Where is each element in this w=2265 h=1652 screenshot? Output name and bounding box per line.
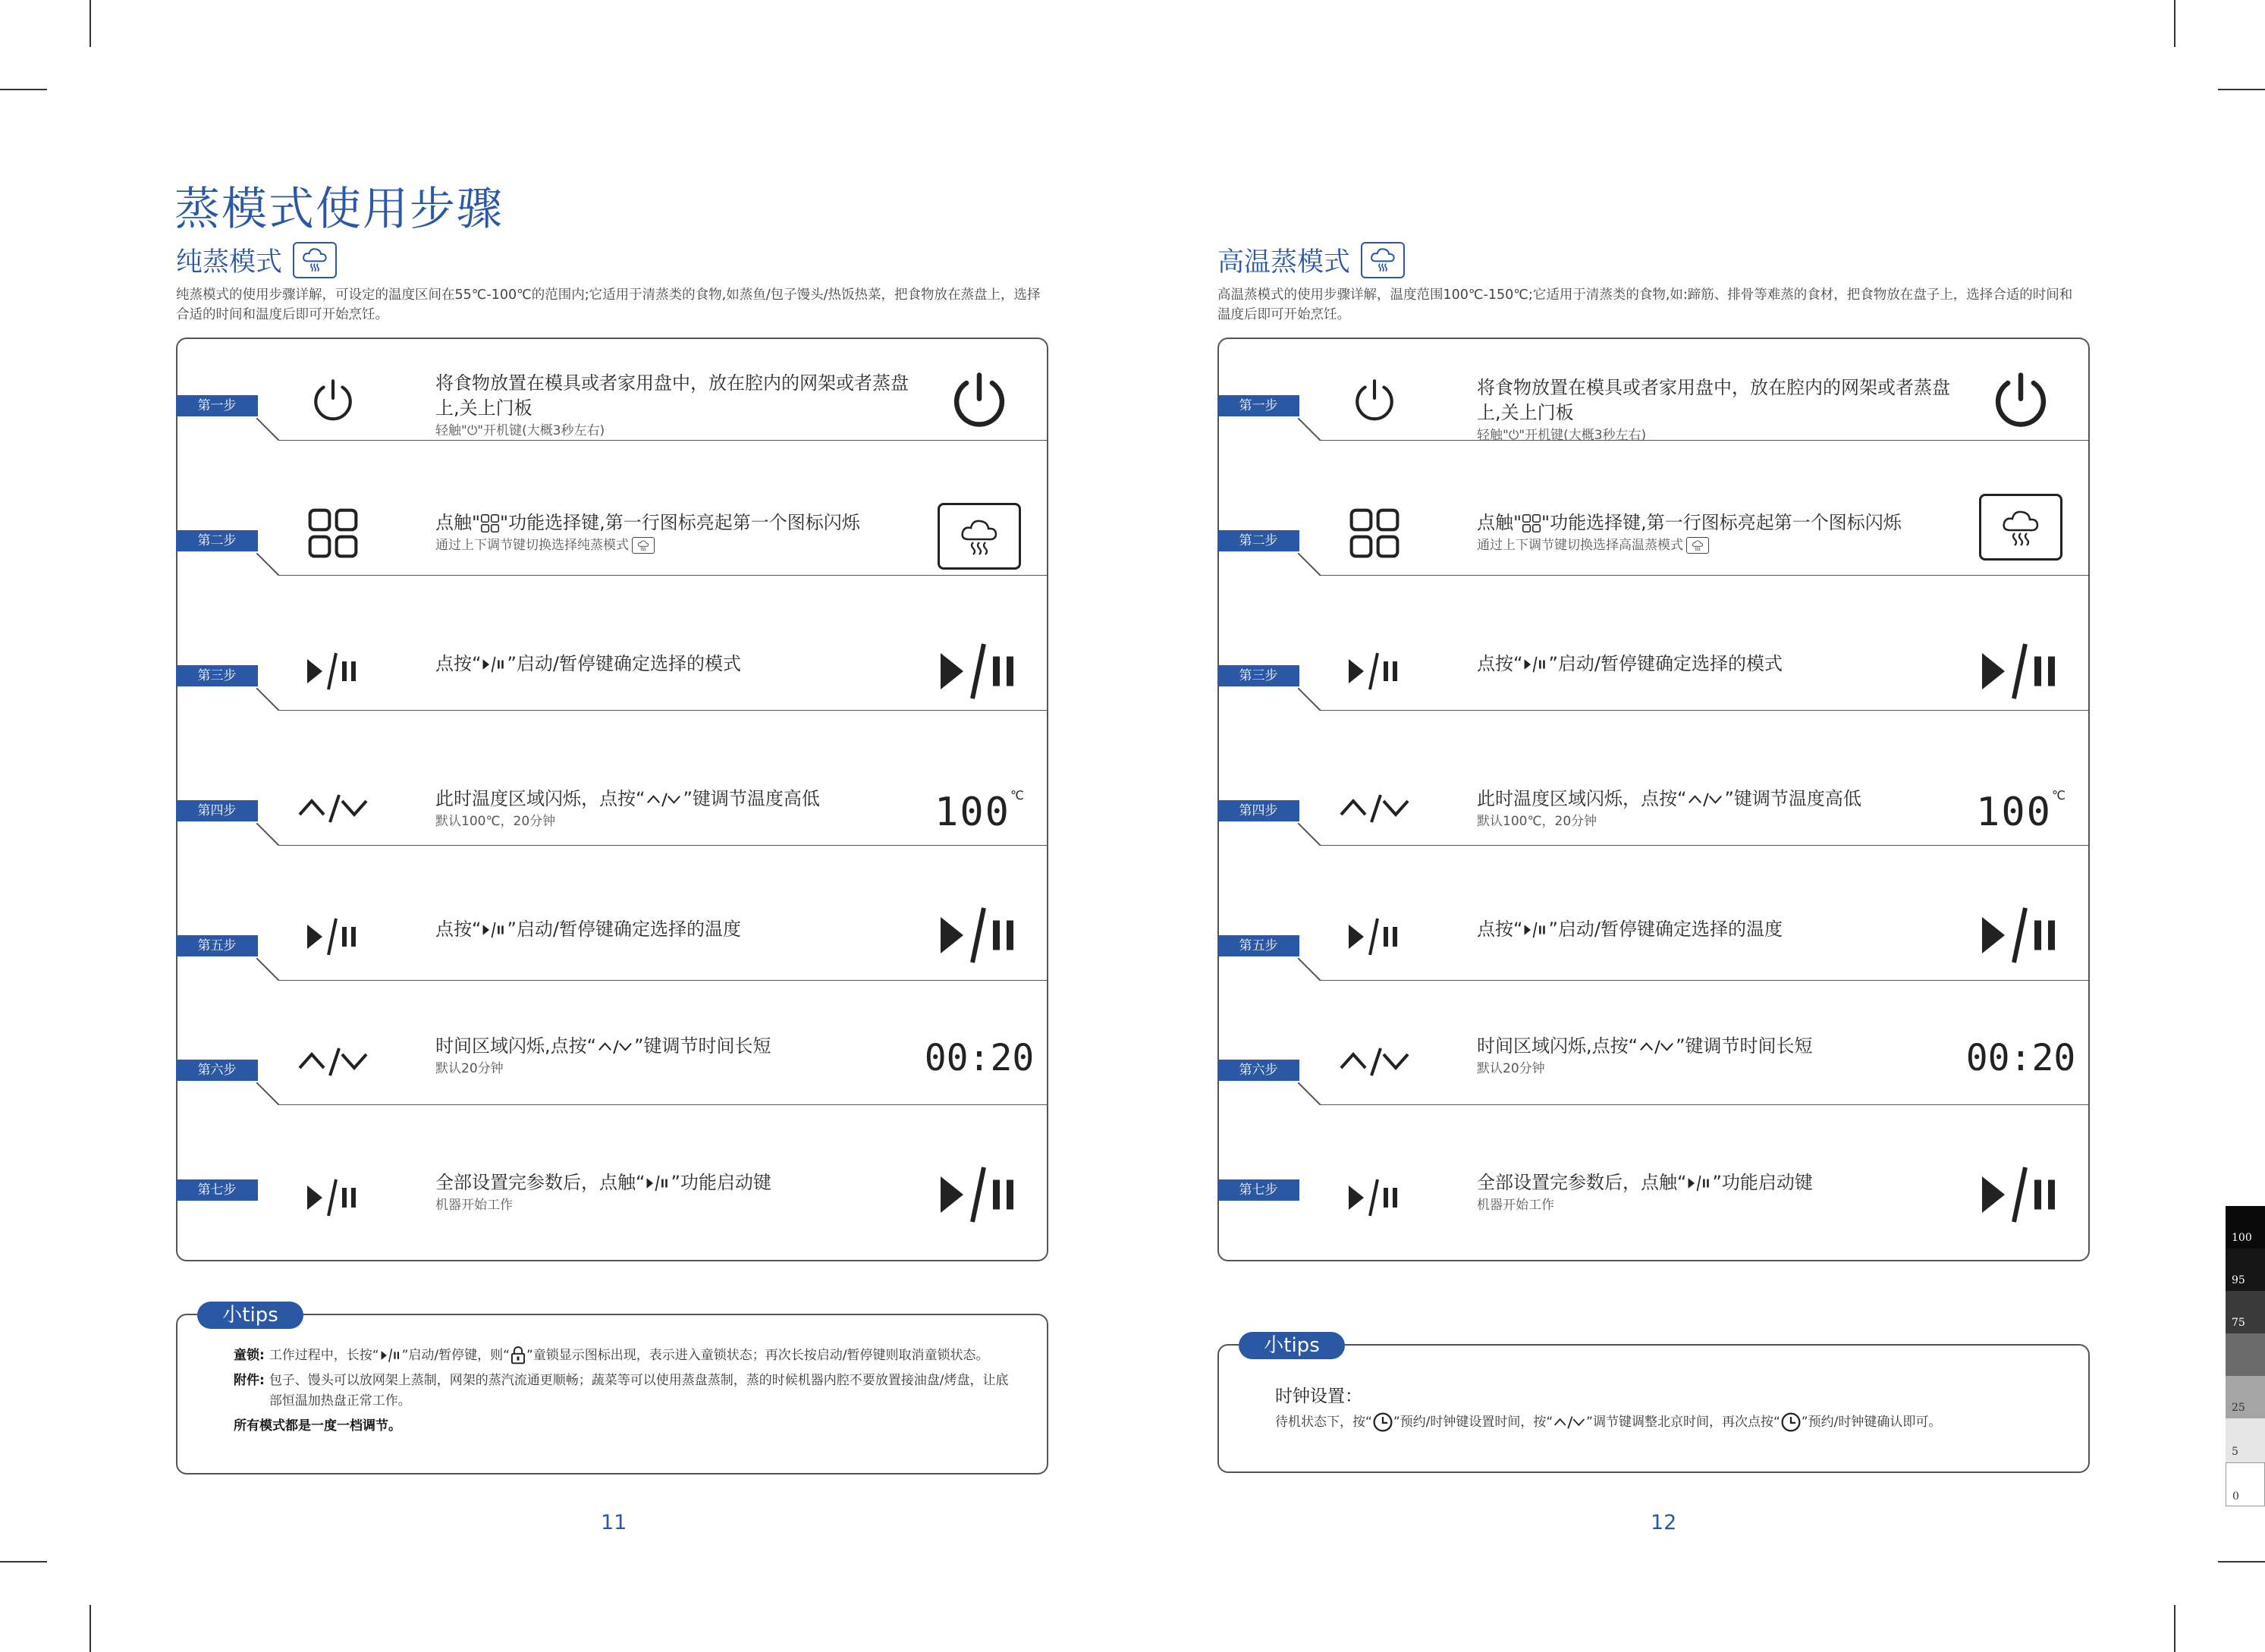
text-part: 点按“ <box>435 919 482 940</box>
crop-mark <box>90 0 91 47</box>
step-7 <box>1219 1160 2088 1293</box>
crop-mark <box>2218 89 2265 90</box>
step-badge: 第二步 <box>176 530 258 551</box>
crop-mark <box>0 1561 47 1562</box>
tips-box-left <box>176 1304 1048 1475</box>
play-pause-icon <box>379 1347 402 1364</box>
step-1 <box>1219 362 2088 495</box>
crop-mark <box>2174 0 2175 47</box>
step-text <box>435 787 921 831</box>
power-icon <box>1337 369 1412 430</box>
step-text <box>435 510 921 555</box>
calib-label: 75 <box>2232 1317 2245 1329</box>
step-text <box>1477 787 1962 831</box>
adjust-note <box>234 1416 1016 1437</box>
temperature-display <box>930 774 1029 850</box>
section-title: 高温蒸模式 <box>1217 247 1351 278</box>
step-text <box>1477 1034 1962 1079</box>
text-part: ”预约/时钟键设置时间，按“ <box>1393 1415 1553 1430</box>
text-part: 全部设置完参数后，点触“ <box>435 1172 646 1193</box>
steam-mode-icon <box>632 537 655 554</box>
display-digits: 100 <box>1976 790 2052 835</box>
menu-grid-icon <box>480 514 500 533</box>
text-part: ”键调节时间长短 <box>634 1035 771 1057</box>
text-part: ”功能启动键 <box>1712 1172 1813 1193</box>
step-instruction <box>435 1034 921 1059</box>
play-pause-button-icon <box>1971 633 2070 709</box>
calib-label: 95 <box>2232 1274 2245 1286</box>
up-down-icon <box>1686 790 1724 809</box>
text-part: "功能选择键,第一行图标亮起第一个图标闪烁 <box>1541 512 1902 533</box>
step-6 <box>1219 1037 2088 1170</box>
step-text <box>1477 652 1962 677</box>
calib-swatch <box>2226 1333 2265 1376</box>
steam-mode-icon <box>1686 537 1709 554</box>
step-hint: 轻触"⏻"开机键(大概3秒左右) <box>1477 428 1647 443</box>
steam-display-icon <box>1971 489 2070 565</box>
play-pause-icon <box>481 920 507 940</box>
child-lock-tip <box>234 1346 1016 1366</box>
step-instruction: 将食物放置在模具或者家用盘中，放在腔内的网架或者蒸盘上,关上门板 <box>435 372 909 419</box>
steam-display-icon <box>930 498 1029 574</box>
color-calibration-bar <box>2226 1206 2265 1506</box>
calib-label: 0 <box>2232 1490 2239 1503</box>
text-part: 点按“ <box>1477 653 1523 674</box>
play-pause-icon <box>295 906 371 967</box>
section-header-high-temp-steam <box>1217 241 1405 279</box>
text-part: ”启动/暂停键确定选择的模式 <box>1548 653 1783 674</box>
clock-tip-text <box>1275 1412 2058 1433</box>
display-digits: 100 <box>935 790 1010 835</box>
text-part: ”调节键调整北京时间，再次点按“ <box>1586 1415 1780 1430</box>
tips-box-right <box>1217 1334 2090 1473</box>
play-pause-icon <box>1522 655 1548 674</box>
up-down-icon <box>596 1038 634 1056</box>
text-part: ”键调节时间长短 <box>1676 1035 1813 1057</box>
play-pause-button-icon <box>1971 897 2070 973</box>
step-text <box>1477 375 1962 445</box>
time-display <box>1965 1020 2076 1096</box>
step-instruction <box>1477 510 1962 535</box>
step-text <box>435 371 921 441</box>
tips-badge: 小tips <box>197 1302 303 1329</box>
steam-mode-icon <box>1361 242 1405 278</box>
step-badge: 第五步 <box>176 935 258 956</box>
section-header-pure-steam <box>176 241 337 279</box>
step-3 <box>1219 632 2088 765</box>
text-part: ”键调节温度高低 <box>1724 788 1861 809</box>
step-hint <box>435 535 921 555</box>
up-down-icon <box>295 1031 371 1091</box>
lock-icon <box>510 1346 526 1365</box>
step-badge: 第四步 <box>1217 800 1299 821</box>
text-part: 全部设置完参数后，点触“ <box>1477 1172 1687 1193</box>
step-badge: 第五步 <box>1217 935 1299 956</box>
step-instruction <box>435 652 921 677</box>
step-badge: 第六步 <box>1217 1060 1299 1081</box>
step-hint: 默认100℃，20分钟 <box>435 814 556 829</box>
step-text <box>435 1034 921 1079</box>
step-instruction <box>1477 1034 1962 1059</box>
crop-mark <box>0 89 47 90</box>
clock-icon <box>1780 1412 1802 1433</box>
text-part: "功能选择键,第一行图标亮起第一个图标闪烁 <box>500 512 860 533</box>
page-number: 11 <box>601 1511 627 1534</box>
step-hint: 机器开始工作 <box>1477 1198 1554 1213</box>
step-5 <box>177 902 1047 1035</box>
tip-label: 童锁: <box>234 1348 265 1363</box>
text-part: 待机状态下，按“ <box>1275 1415 1372 1430</box>
text-part: ”启动/暂停键确定选择的温度 <box>1548 919 1783 940</box>
step-instruction <box>1477 787 1962 812</box>
menu-grid-icon <box>1337 503 1412 564</box>
clock-icon <box>1372 1412 1393 1433</box>
calib-swatch <box>2226 1462 2265 1506</box>
text-part: 点按“ <box>435 653 482 674</box>
section-description: 高温蒸模式的使用步骤详解，温度范围100℃-150℃;它适用于清蒸类的食物,如:蹄筋、排骨等难蒸的食材，把食物放在盘子上，选择合适的时间和温度后即可开始烹饪。 <box>1217 287 2073 322</box>
play-pause-icon <box>645 1173 671 1193</box>
step-4 <box>177 767 1047 900</box>
step-badge: 第一步 <box>1217 395 1299 416</box>
calib-swatch <box>2226 1376 2265 1418</box>
power-button-icon <box>930 362 1029 438</box>
play-pause-icon <box>1686 1173 1712 1193</box>
step-hint <box>1477 535 1962 555</box>
steps-panel-right <box>1217 338 2090 1261</box>
step-3 <box>177 632 1047 765</box>
menu-grid-icon <box>1522 514 1541 533</box>
play-pause-icon <box>295 1167 371 1228</box>
steam-mode-icon <box>293 242 337 278</box>
tip-label: 附件: <box>234 1373 265 1388</box>
up-down-icon <box>1638 1038 1676 1056</box>
play-pause-icon <box>1337 1167 1412 1228</box>
calib-swatch <box>2226 1418 2265 1462</box>
step-text <box>435 1170 921 1215</box>
tip-text: 包子、馒头可以放网架上蒸制，网架的蒸汽流通更顺畅；蔬菜等可以使用蒸盘蒸制，蒸的时候机器内腔不要放置接油盘/烤盘，让底部恒温加热盘正常工作。 <box>269 1373 1009 1409</box>
step-6 <box>177 1037 1047 1170</box>
calib-swatch <box>2226 1248 2265 1291</box>
power-button-icon <box>1971 362 2070 438</box>
tips-badge: 小tips <box>1239 1332 1345 1359</box>
step-instruction <box>435 787 921 812</box>
temperature-display <box>1971 774 2070 850</box>
step-text <box>1477 917 1962 942</box>
play-pause-icon <box>1337 641 1412 702</box>
text-part: ”键调节温度高低 <box>683 788 820 809</box>
time-display <box>924 1020 1035 1096</box>
calib-label: 100 <box>2232 1232 2252 1244</box>
play-pause-icon <box>481 655 507 674</box>
up-down-icon <box>1337 777 1412 838</box>
text-part: 点触" <box>435 512 481 533</box>
text-part: 通过上下调节键切换选择纯蒸模式 <box>435 538 629 553</box>
text-part: ”童锁显示图标出现，表示进入童锁状态；再次长按启动/暂停键则取消童锁状态。 <box>526 1348 989 1363</box>
text-part: 工作过程中，长按“ <box>269 1348 379 1363</box>
text-part: 时间区域闪烁,点按“ <box>435 1035 597 1057</box>
power-icon <box>295 369 371 430</box>
step-badge: 第七步 <box>176 1179 258 1201</box>
step-instruction <box>435 1170 921 1195</box>
text-part: 点按“ <box>1477 919 1523 940</box>
step-text <box>435 917 921 942</box>
text-part: ”启动/暂停键确定选择的模式 <box>507 653 741 674</box>
steps-panel-left <box>176 338 1048 1261</box>
text-part: ”预约/时钟键确认即可。 <box>1801 1415 1942 1430</box>
step-1 <box>177 362 1047 495</box>
step-hint: 默认20分钟 <box>1477 1061 1545 1076</box>
text-part: ”启动/暂停键确定选择的温度 <box>507 919 741 940</box>
display-digits: 00:20 <box>924 1037 1035 1079</box>
step-5 <box>1219 902 2088 1035</box>
step-instruction: 将食物放置在模具或者家用盘中，放在腔内的网架或者蒸盘上,关上门板 <box>1477 377 1950 423</box>
text-part: ”启动/暂停键，则“ <box>401 1348 510 1363</box>
play-pause-button-icon <box>930 897 1029 973</box>
play-pause-button-icon <box>930 1157 1029 1233</box>
tips-content <box>1275 1387 2058 1433</box>
step-hint: 轻触"⏻"开机键(大概3秒左右) <box>435 423 605 438</box>
step-instruction <box>435 510 921 535</box>
step-badge: 第七步 <box>1217 1179 1299 1201</box>
calib-swatch <box>2226 1206 2265 1248</box>
calib-label: 5 <box>2232 1446 2238 1458</box>
step-2 <box>1219 497 2088 630</box>
step-badge: 第三步 <box>176 665 258 686</box>
step-text <box>435 652 921 677</box>
step-badge: 第一步 <box>176 395 258 416</box>
step-instruction <box>1477 917 1962 942</box>
step-4 <box>1219 767 2088 900</box>
step-7 <box>177 1160 1047 1293</box>
step-badge: 第二步 <box>1217 530 1299 551</box>
section-description: 纯蒸模式的使用步骤详解，可设定的温度区间在55℃-100℃的范围内;它适用于清蒸类的食物,如蒸鱼/包子馒头/热饭热菜，把食物放在蒸盘上，选择合适的时间和温度后即可开始烹饪。 <box>176 287 1041 322</box>
step-badge: 第三步 <box>1217 665 1299 686</box>
text-part: 此时温度区域闪烁，点按“ <box>1477 788 1687 809</box>
page-number: 12 <box>1651 1511 1677 1534</box>
up-down-icon <box>295 777 371 838</box>
crop-mark <box>90 1605 91 1652</box>
page-title: 蒸模式使用步骤 <box>174 183 504 236</box>
step-instruction <box>435 917 921 942</box>
display-unit: ℃ <box>2051 788 2066 802</box>
step-instruction <box>1477 1170 1962 1195</box>
text-part: ”功能启动键 <box>671 1172 771 1193</box>
up-down-icon <box>1337 1031 1412 1091</box>
calib-label: 25 <box>2232 1402 2245 1414</box>
menu-grid-icon <box>295 503 371 564</box>
accessory-tip <box>234 1371 1016 1412</box>
play-pause-button-icon <box>1971 1157 2070 1233</box>
clock-tip-label: 时钟设置： <box>1275 1387 1362 1406</box>
text-part: 点触" <box>1477 512 1522 533</box>
step-text <box>1477 510 1962 555</box>
crop-mark <box>2174 1605 2175 1652</box>
text-part: 通过上下调节键切换选择高温蒸模式 <box>1477 538 1683 553</box>
step-hint: 默认100℃，20分钟 <box>1477 814 1597 829</box>
up-down-icon <box>645 790 683 809</box>
calib-swatch <box>2226 1291 2265 1333</box>
step-instruction <box>1477 652 1962 677</box>
section-title: 纯蒸模式 <box>176 247 283 278</box>
up-down-icon <box>1553 1414 1586 1431</box>
text-part: 此时温度区域闪烁，点按“ <box>435 788 646 809</box>
tip-text: 所有模式都是一度一档调节。 <box>234 1418 401 1434</box>
tips-content <box>234 1346 1016 1437</box>
play-pause-icon <box>1522 920 1548 940</box>
step-text <box>1477 1170 1962 1215</box>
step-2 <box>177 497 1047 630</box>
step-badge: 第六步 <box>176 1060 258 1081</box>
text-part: 时间区域闪烁,点按“ <box>1477 1035 1638 1057</box>
play-pause-icon <box>295 641 371 702</box>
step-hint: 默认20分钟 <box>435 1061 504 1076</box>
display-digits: 00:20 <box>1965 1037 2076 1079</box>
tip-text <box>269 1346 989 1366</box>
display-unit: ℃ <box>1010 788 1024 802</box>
play-pause-icon <box>1337 906 1412 967</box>
step-badge: 第四步 <box>176 800 258 821</box>
step-hint: 机器开始工作 <box>435 1198 513 1213</box>
crop-mark <box>2218 1561 2265 1562</box>
play-pause-button-icon <box>930 633 1029 709</box>
